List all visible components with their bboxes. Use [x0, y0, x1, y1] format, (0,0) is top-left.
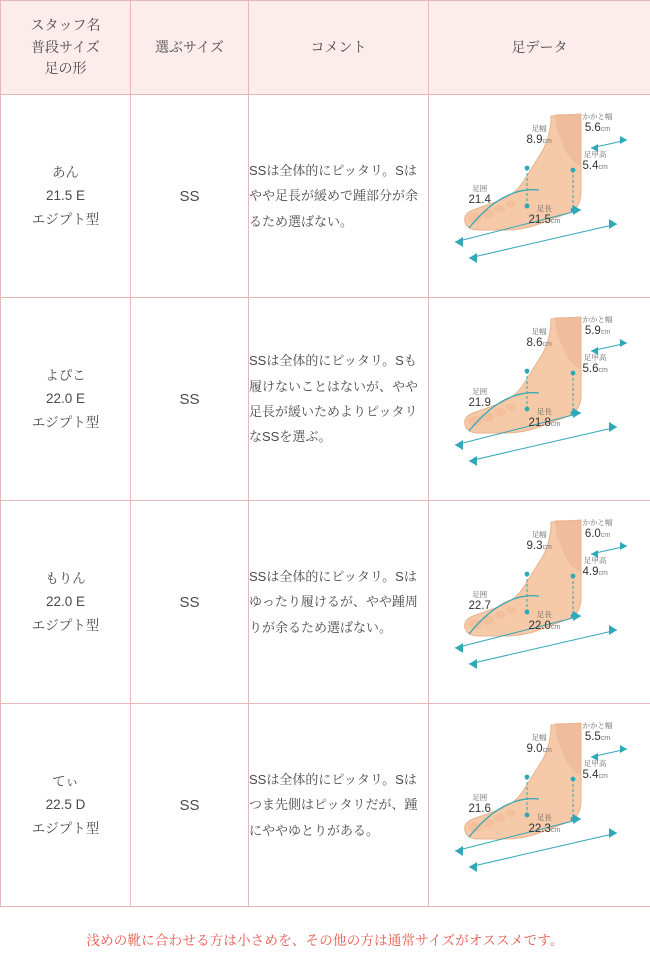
foot-data-cell	[429, 95, 650, 298]
heel-width-label: かかと幅 5.9cm	[582, 315, 613, 338]
foot-diagram	[431, 106, 649, 286]
header-line: 足の形	[44, 60, 87, 77]
foot-diagram	[431, 309, 649, 489]
footnote-text: 浅めの靴に合わせる方は小さめを、その他の方は通常サイズがオススメです。	[86, 933, 564, 948]
chosen-size-cell: SS	[131, 298, 249, 501]
staff-profile-cell	[1, 704, 131, 907]
header-line: 普段サイズ	[31, 38, 100, 55]
footnote-area	[0, 907, 650, 958]
instep-height-label: 足甲高 5.4cm	[582, 759, 608, 782]
staff-name: もりん	[45, 570, 86, 586]
foot-data-cell	[429, 501, 650, 704]
staff-name: てぃ	[52, 773, 79, 789]
table-row	[1, 704, 650, 907]
column-header-staff	[1, 1, 131, 95]
header-row	[1, 1, 650, 95]
staff-foot-shape: エジプト型	[31, 617, 100, 633]
foot-width-label: 足幅 8.6cm	[526, 327, 552, 350]
comment-cell: SSは全体的にピッタリ。Sはやや足長が緩めで踵部分が余るため選ばない。	[249, 95, 429, 298]
comment-cell: SSは全体的にピッタリ。Sはつま先側はピッタリだが、踵にややゆとりがある。	[249, 704, 429, 907]
instep-height-label: 足甲高 5.4cm	[582, 150, 608, 173]
header-line: コメント	[310, 38, 367, 55]
column-header-chosen-size	[131, 1, 249, 95]
heel-width-label: かかと幅 5.6cm	[582, 112, 613, 135]
staff-foot-shape: エジプト型	[31, 211, 100, 227]
table-header	[1, 1, 650, 95]
foot-girth-label: 足囲 21.9	[468, 387, 491, 410]
foot-length-label: 足長 22.3cm	[528, 813, 561, 836]
foot-length-label: 足長 21.5cm	[528, 204, 561, 227]
foot-width-label: 足幅 9.3cm	[526, 530, 552, 553]
comment-cell: SSは全体的にピッタリ。Sも履けないことはないが、やや足長が緩いためよりピッタリなSSを選ぶ。	[249, 298, 429, 501]
foot-width-label: 足幅 8.9cm	[526, 124, 552, 147]
staff-profile-cell	[1, 95, 131, 298]
column-header-comment	[249, 1, 429, 95]
chosen-size-cell: SS	[131, 95, 249, 298]
staff-foot-shape: エジプト型	[31, 414, 100, 430]
foot-girth-label: 足囲 21.4	[468, 184, 491, 207]
staff-foot-shape: エジプト型	[31, 820, 100, 836]
staff-usual-size: 22.5 D	[45, 797, 86, 813]
table-row	[1, 298, 650, 501]
foot-diagram	[431, 512, 649, 692]
header-line: スタッフ名	[30, 16, 101, 33]
foot-data-cell	[429, 704, 650, 907]
foot-diagram	[431, 715, 649, 895]
foot-length-label: 足長 22.0cm	[528, 610, 561, 633]
heel-width-label: かかと幅 5.5cm	[582, 721, 613, 744]
header-line: 選ぶサイズ	[155, 38, 224, 55]
foot-girth-label: 足囲 21.6	[468, 793, 491, 816]
instep-height-label: 足甲高 5.6cm	[582, 353, 608, 376]
staff-usual-size: 21.5 E	[45, 188, 86, 204]
comment-cell: SSは全体的にピッタリ。Sはゆったり履けるが、やや踵周りが余るため選ばない。	[249, 501, 429, 704]
foot-girth-label: 足囲 22.7	[468, 590, 491, 613]
table-row	[1, 95, 650, 298]
heel-width-label: かかと幅 6.0cm	[582, 518, 613, 541]
staff-usual-size: 22.0 E	[45, 594, 86, 610]
staff-profile-cell	[1, 501, 131, 704]
chosen-size-cell: SS	[131, 704, 249, 907]
table-body	[1, 95, 650, 907]
staff-name: よぴこ	[45, 367, 86, 383]
column-header-foot-data	[429, 1, 650, 95]
foot-data-cell	[429, 298, 650, 501]
staff-usual-size: 22.0 E	[45, 391, 86, 407]
header-line: 足データ	[511, 38, 568, 55]
chosen-size-cell: SS	[131, 501, 249, 704]
staff-profile-cell	[1, 298, 131, 501]
foot-length-label: 足長 21.8cm	[528, 407, 561, 430]
instep-height-label: 足甲高 4.9cm	[582, 556, 608, 579]
table-row	[1, 501, 650, 704]
foot-width-label: 足幅 9.0cm	[526, 733, 552, 756]
staff-name: あん	[52, 164, 79, 180]
